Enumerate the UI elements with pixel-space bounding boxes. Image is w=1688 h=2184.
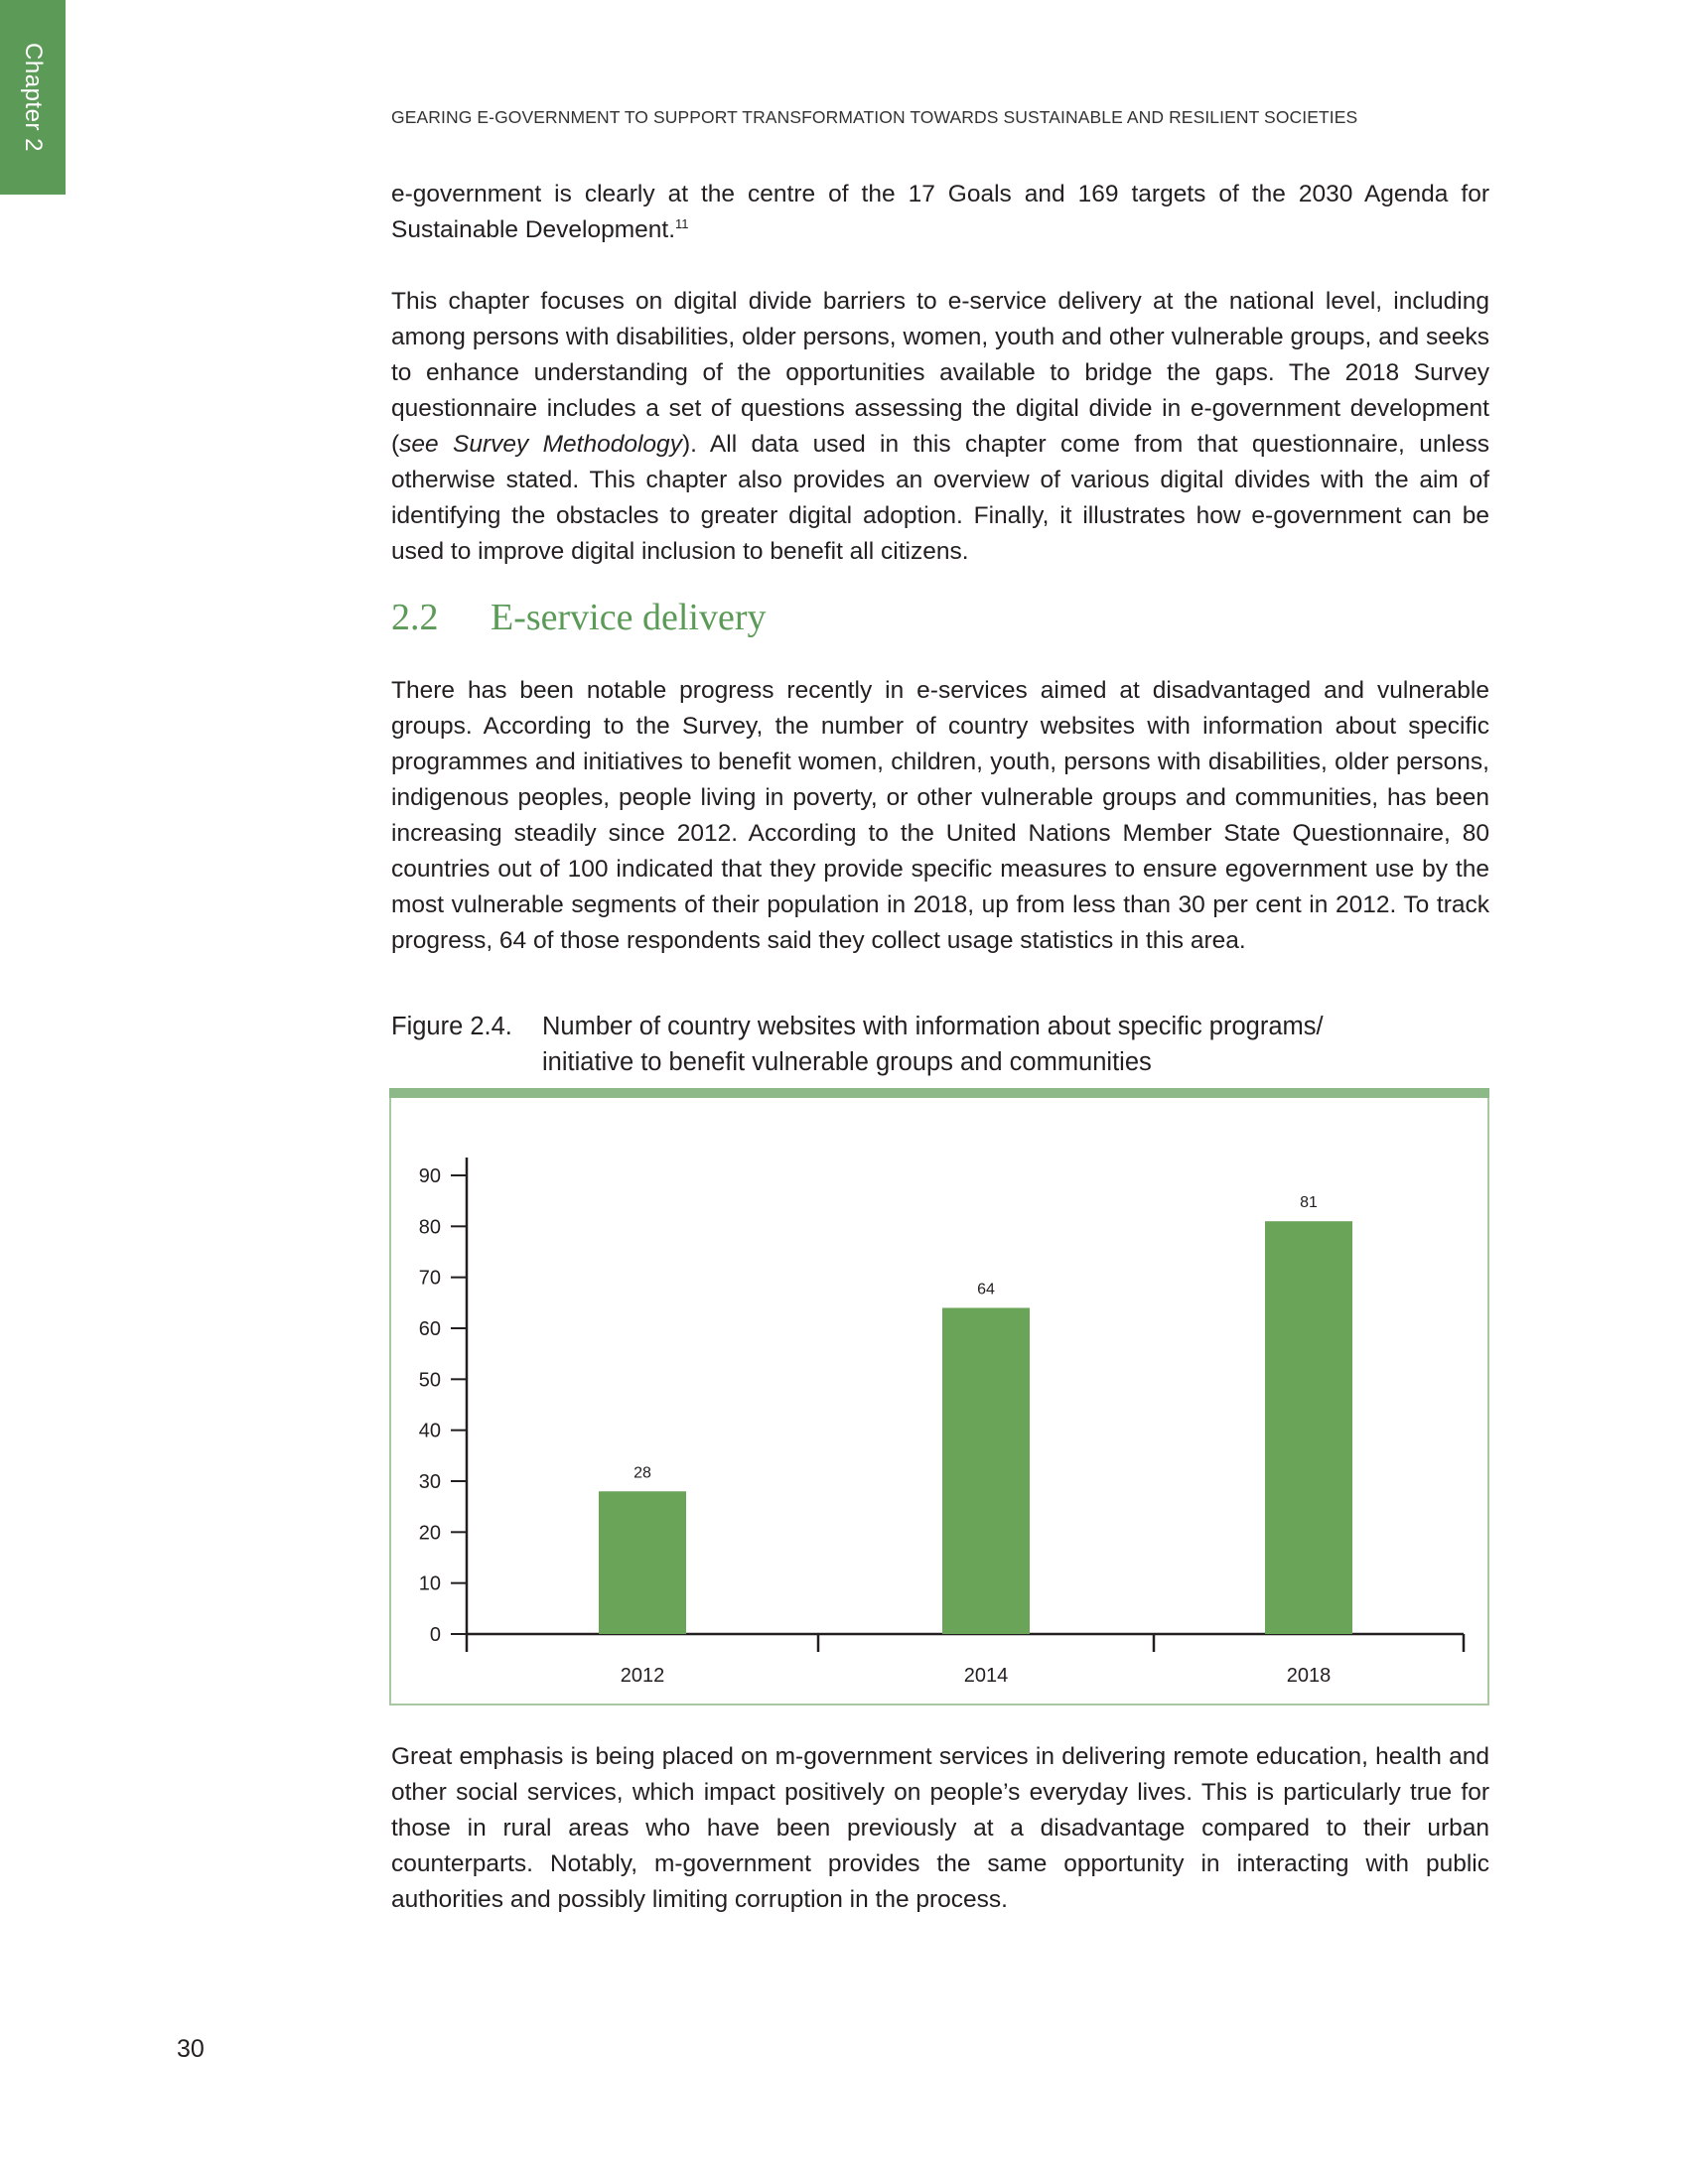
y-tick-label-60: 60 xyxy=(418,1318,441,1340)
y-tick-label-40: 40 xyxy=(418,1420,441,1442)
y-tick-label-30: 30 xyxy=(418,1471,441,1493)
x-category-label-2014: 2014 xyxy=(963,1665,1009,1687)
intro-paragraph xyxy=(391,177,1489,248)
para2-text-after: ). All data used in this chapter come from that questionnaire, unless otherwise stated. This chapter also provides an overview of various digital divides with the aim of identifying the obstacles to greater digital adoption. Finally, it illustrates how e-government can be used to improve digital inclusion to benefit all citizens. xyxy=(391,431,1490,565)
y-tick-label-0: 0 xyxy=(429,1624,441,1646)
para3-text: There has been notable progress recently in e-services aimed at disadvantaged and vulnerable groups. According to the Survey, the number of country websites with information about specific programmes and initiatives to benefit women, children, youth, persons with disabilities, older persons, indigenous peoples, people living in poverty, or other vulnerable groups and communities, has been increasing steadily since 2012. According to the United Nations Member State Questionnaire, 80 countries out of 100 indicated that they provide specific measures to ensure egovernment use by the most vulnerable segments of their population in 2018, up from less than 30 per cent in 2012. To track progress, 64 of those respondents said they collect usage statistics in this area. xyxy=(391,677,1489,954)
chapter-focus-paragraph xyxy=(391,284,1489,570)
progress-paragraph xyxy=(391,673,1489,959)
bar-2014 xyxy=(942,1307,1030,1634)
y-tick-label-20: 20 xyxy=(418,1522,441,1545)
bar-chart xyxy=(391,1098,1487,1704)
y-tick-label-10: 10 xyxy=(418,1572,441,1595)
m-government-paragraph xyxy=(391,1739,1489,1918)
para2-text-before: This chapter focuses on digital divide barriers to e-service delivery at the national level, including among persons with disabilities, older persons, women, youth and other vulnerable groups, and seeks to enhance understanding of the opportunities available to bridge the gaps. The 2018 Survey questionnaire includes a set of questions assessing the digital divide in e-government development ( xyxy=(391,288,1489,458)
data-label-2018: 81 xyxy=(1300,1194,1318,1212)
y-tick-label-90: 90 xyxy=(418,1165,441,1187)
bar-2018 xyxy=(1265,1221,1352,1634)
figure-label: Figure 2.4. xyxy=(391,1013,512,1040)
figure-title-line1: Number of country websites with information about specific programs/ xyxy=(542,1013,1324,1040)
section-number: 2.2 xyxy=(391,597,439,638)
x-category-label-2012: 2012 xyxy=(620,1665,665,1687)
bar-2012 xyxy=(599,1491,686,1634)
figure-title-line2: initiative to benefit vulnerable groups and communities xyxy=(542,1048,1152,1076)
section-heading xyxy=(391,596,766,639)
para4-text: Great emphasis is being placed on m-government services in delivering remote education, health and other social services, which impact positively on people’s everyday lives. This is particularly true for those in rural areas who have been previously at a disadvantage compared to their urban counterparts. Notably, m-government provides the same opportunity in interacting with public authorities and possibly limiting corruption in the process. xyxy=(391,1743,1489,1913)
section-title: E-service delivery xyxy=(491,597,767,638)
data-label-2014: 64 xyxy=(977,1281,995,1298)
intro-text: e-government is clearly at the centre of the 17 Goals and 169 targets of the 2030 Agenda for Sustainable Development. xyxy=(391,181,1489,243)
footnote-ref[interactable]: 11 xyxy=(675,215,689,231)
y-tick-label-80: 80 xyxy=(418,1216,441,1239)
page-number: 30 xyxy=(177,2035,205,2063)
chapter-tab xyxy=(0,0,66,195)
para2-italic-ref: see Survey Methodology xyxy=(399,431,682,458)
figure-title xyxy=(542,1009,1476,1080)
chart-top-band xyxy=(389,1088,1489,1098)
chapter-tab-label: Chapter 2 xyxy=(20,43,47,152)
data-label-2012: 28 xyxy=(633,1464,651,1482)
y-tick-label-50: 50 xyxy=(418,1369,441,1392)
running-head: GEARING E-GOVERNMENT TO SUPPORT TRANSFORMATION TOWARDS SUSTAINABLE AND RESILIENT SOCIETIES xyxy=(391,107,1358,127)
y-tick-label-70: 70 xyxy=(418,1267,441,1290)
x-category-label-2018: 2018 xyxy=(1286,1665,1332,1687)
